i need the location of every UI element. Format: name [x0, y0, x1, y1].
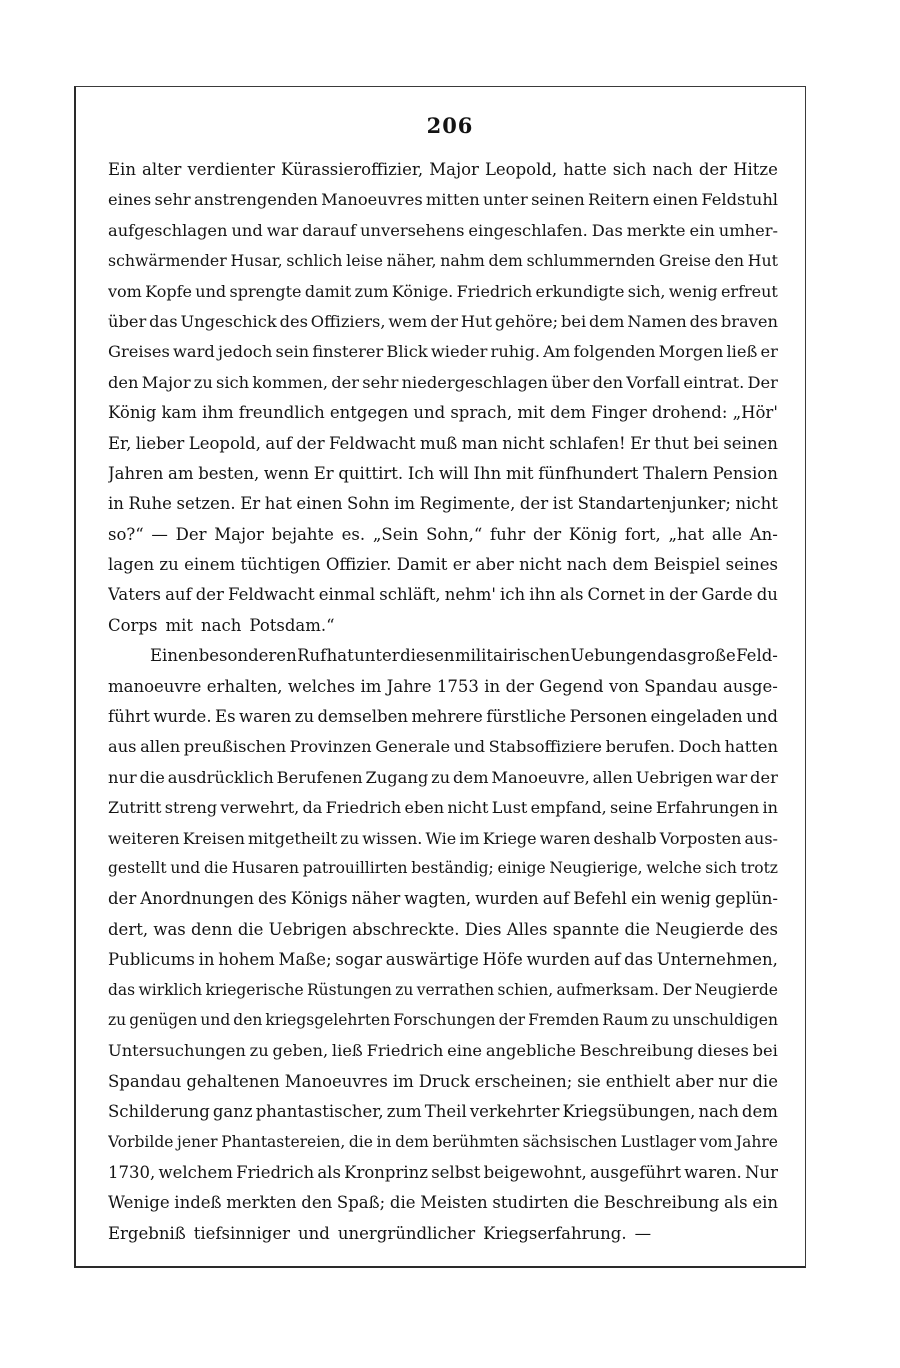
- text-line: Wenige indeß merkten den Spaß; die Meisten studirten die Beschreibung als ein: [108, 1193, 778, 1213]
- text-line: Ergebniß tiefsinniger und unergründlicher Kriegserfahrung. —: [108, 1223, 652, 1243]
- text-line: Schilderung ganz phantastischer, zum Theil verkehrter Kriegsübungen, nach dem: [108, 1102, 778, 1122]
- text-line: der Anordnungen des Königs näher wagten, wurden auf Befehl ein wenig geplün-: [108, 889, 778, 909]
- text-line: zu genügen und den kriegsgelehrten Forschungen der Fremden Raum zu unschuldigen: [108, 1010, 778, 1029]
- text-line: manoeuvre erhalten, welches im Jahre 1753 in der Gegend von Spandau ausge-: [108, 676, 778, 696]
- text-line: den Major zu sich kommen, der sehr niedergeschlagen über den Vorfall eintrat. Der: [108, 372, 778, 392]
- text-line: Zutritt streng verwehrt, da Friedrich eben nicht Lust empfand, seine Erfahrungen in: [108, 798, 778, 818]
- text-line: Spandau gehaltenen Manoeuvres im Druck erscheinen; sie enthielt aber nur die: [108, 1071, 778, 1091]
- text-line: 1730, welchem Friedrich als Kronprinz selbst beigewohnt, ausgeführt waren. Nur: [108, 1162, 778, 1182]
- text-line: führt wurde. Es waren zu demselben mehrere fürstliche Personen eingeladen und: [108, 707, 778, 727]
- paragraph: [108, 160, 778, 646]
- text-line: Ein alter verdienter Kürassieroffizier, Major Leopold, hatte sich nach der Hitze: [108, 160, 778, 179]
- text-line: Jahren am besten, wenn Er quittirt. Ich will Ihn mit fünfhundert Thalern Pension: [108, 463, 778, 483]
- text-line: schwärmender Husar, schlich leise näher, nahm dem schlummernden Greise den Hut: [108, 251, 778, 271]
- text-line: eines sehr anstrengenden Manoeuvres mitten unter seinen Reitern einen Feldstuhl: [108, 190, 778, 210]
- text-line: weiteren Kreisen mitgetheilt zu wissen. Wie im Kriege waren deshalb Vorposten aus-: [108, 828, 778, 848]
- text-line: Corps mit nach Potsdam.“: [108, 615, 335, 635]
- text-line: aus allen preußischen Provinzen Generale und Stabsoffiziere berufen. Doch hatten: [108, 737, 778, 757]
- text-line: nur die ausdrücklich Berufenen Zugang zu dem Manoeuvre, allen Uebrigen war der: [108, 767, 778, 787]
- text-line: Publicums in hohem Maße; sogar auswärtige Höfe wurden auf das Unternehmen,: [108, 950, 778, 970]
- text-line: in Ruhe setzen. Er hat einen Sohn im Regimente, der ist Standartenjunker; nicht: [108, 494, 778, 514]
- text-line: vom Kopfe und sprengte damit zum Könige. Friedrich erkundigte sich, wenig erfreut: [108, 281, 778, 301]
- text-line: Vaters auf der Feldwacht einmal schläft, nehm' ich ihn als Cornet in der Garde du: [108, 585, 778, 605]
- text-line: dert, was denn die Uebrigen abschreckte. Dies Alles spannte die Neugierde des: [108, 919, 778, 939]
- text-line: Einen besonderen Ruf hat unter diesen militairischen Uebungen das große Feld-: [150, 646, 778, 666]
- text-line: über das Ungeschick des Offiziers, wem der Hut gehöre; bei dem Namen des braven: [108, 311, 778, 331]
- paragraph: [108, 646, 778, 1254]
- text-line: König kam ihm freundlich entgegen und sprach, mit dem Finger drohend: „Hör': [108, 403, 778, 423]
- text-line: so?“ — Der Major bejahte es. „Sein Sohn,“ fuhr der König fort, „hat alle An-: [108, 524, 778, 544]
- text-line: Greises ward jedoch sein finsterer Blick wieder ruhig. Am folgenden Morgen ließ er: [108, 342, 778, 362]
- text-line: Er, lieber Leopold, auf der Feldwacht muß man nicht schlafen! Er thut bei seinen: [108, 433, 778, 453]
- text-line: das wirklich kriegerische Rüstungen zu verrathen schien, aufmerksam. Der Neugierde: [108, 980, 778, 999]
- text-line: Vorbilde jener Phantastereien, die in dem berühmten sächsischen Lustlager vom Jahre: [108, 1132, 778, 1151]
- text-line: gestellt und die Husaren patrouillirten beständig; einige Neugierige, welche sich trotz: [108, 858, 778, 877]
- body-text: [108, 160, 778, 1254]
- text-line: Untersuchungen zu geben, ließ Friedrich eine angebliche Beschreibung dieses bei: [108, 1041, 778, 1061]
- page-number: 206: [426, 113, 474, 138]
- text-line: lagen zu einem tüchtigen Offizier. Damit er aber nicht nach dem Beispiel seines: [108, 555, 778, 575]
- text-line: aufgeschlagen und war darauf unversehens eingeschlafen. Das merkte ein umher-: [108, 220, 778, 240]
